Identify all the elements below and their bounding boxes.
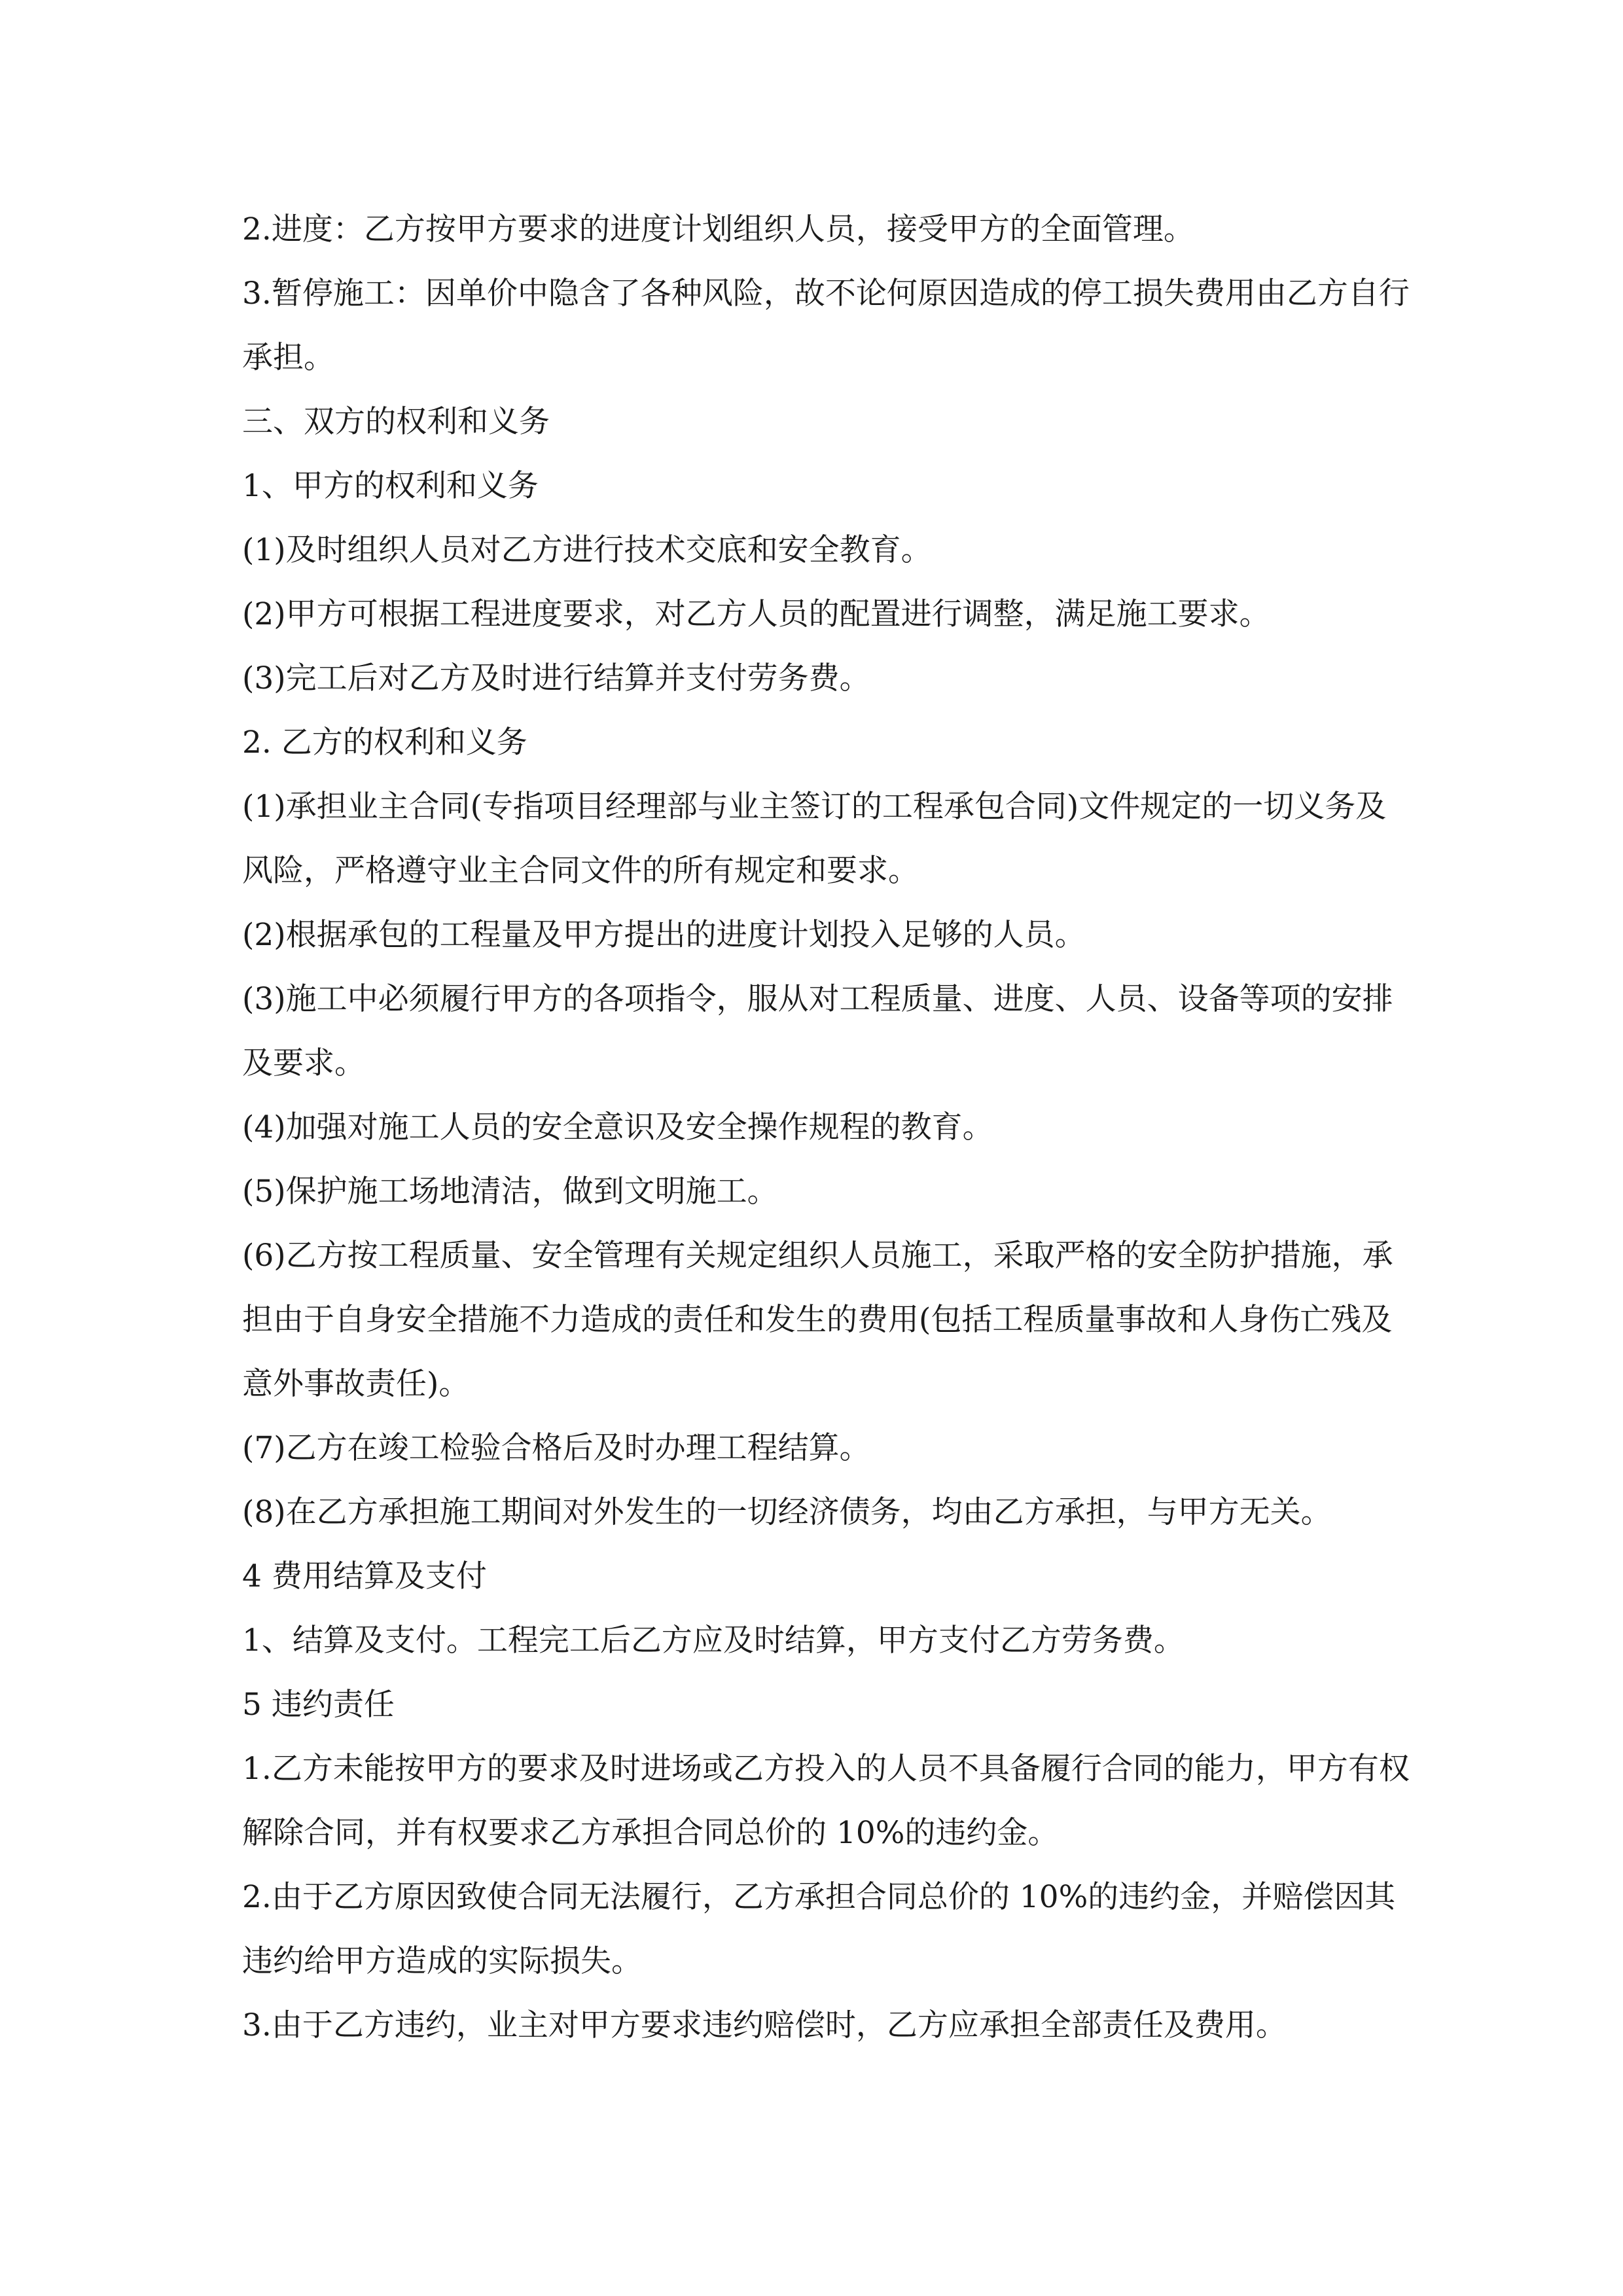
document-body [242, 198, 1414, 2058]
party-a-item-3: (3)完工后对乙方及时进行结算并支付劳务费。 [242, 660, 870, 696]
settlement-item-1: 1、结算及支付。工程完工后乙方应及时结算，甲方支付乙方劳务费。 [242, 1623, 1185, 1659]
paragraph-suspension: 3.暂停施工：因单价中隐含了各种风险，故不论何原因造成的停工损失费用由乙方自行承担。 [242, 276, 1410, 376]
subheading-party-b: 2. 乙方的权利和义务 [242, 725, 527, 761]
breach-item-2: 2.由于乙方原因致使合同无法履行，乙方承担合同总价的 10%的违约金，并赔偿因其违约给甲方造成的实际损失。 [242, 1879, 1396, 1979]
breach-item-1: 1.乙方未能按甲方的要求及时进场或乙方投入的人员不具备履行合同的能力，甲方有权解除合同，并有权要求乙方承担合同总价的 10%的违约金。 [242, 1751, 1410, 1851]
heading-rights-obligations: 三、双方的权利和义务 [242, 404, 550, 440]
breach-item-3: 3.由于乙方违约，业主对甲方要求违约赔偿时，乙方应承担全部责任及费用。 [242, 2007, 1287, 2043]
party-b-item-1: (1)承担业主合同(专指项目经理部与业主签订的工程承包合同)文件规定的一切义务及风险，严格遵守业主合同文件的所有规定和要求。 [242, 789, 1387, 889]
party-b-item-2: (2)根据承包的工程量及甲方提出的进度计划投入足够的人员。 [242, 917, 1086, 953]
party-b-item-6: (6)乙方按工程质量、安全管理有关规定组织人员施工，采取严格的安全防护措施，承担由于自身安全措施不力造成的责任和发生的费用(包括工程质量事故和人身伤亡残及意外事故责任)。 [242, 1238, 1393, 1402]
party-a-item-2: (2)甲方可根据工程进度要求，对乙方人员的配置进行调整，满足施工要求。 [242, 596, 1270, 632]
party-b-item-8: (8)在乙方承担施工期间对外发生的一切经济债务，均由乙方承担，与甲方无关。 [242, 1494, 1332, 1530]
heading-settlement: 4 费用结算及支付 [242, 1558, 487, 1594]
party-b-item-7: (7)乙方在竣工检验合格后及时办理工程结算。 [242, 1430, 870, 1466]
party-b-item-3: (3)施工中必须履行甲方的各项指令，服从对工程质量、进度、人员、设备等项的安排及要求。 [242, 981, 1393, 1081]
party-b-item-5: (5)保护施工场地清洁，做到文明施工。 [242, 1174, 778, 1210]
paragraph-progress: 2.进度：乙方按甲方要求的进度计划组织人员，接受甲方的全面管理。 [242, 211, 1194, 247]
party-a-item-1: (1)及时组织人员对乙方进行技术交底和安全教育。 [242, 532, 932, 568]
party-b-item-4: (4)加强对施工人员的安全意识及安全操作规程的教育。 [242, 1109, 993, 1145]
heading-breach: 5 违约责任 [242, 1687, 395, 1723]
subheading-party-a: 1、甲方的权利和义务 [242, 468, 539, 504]
